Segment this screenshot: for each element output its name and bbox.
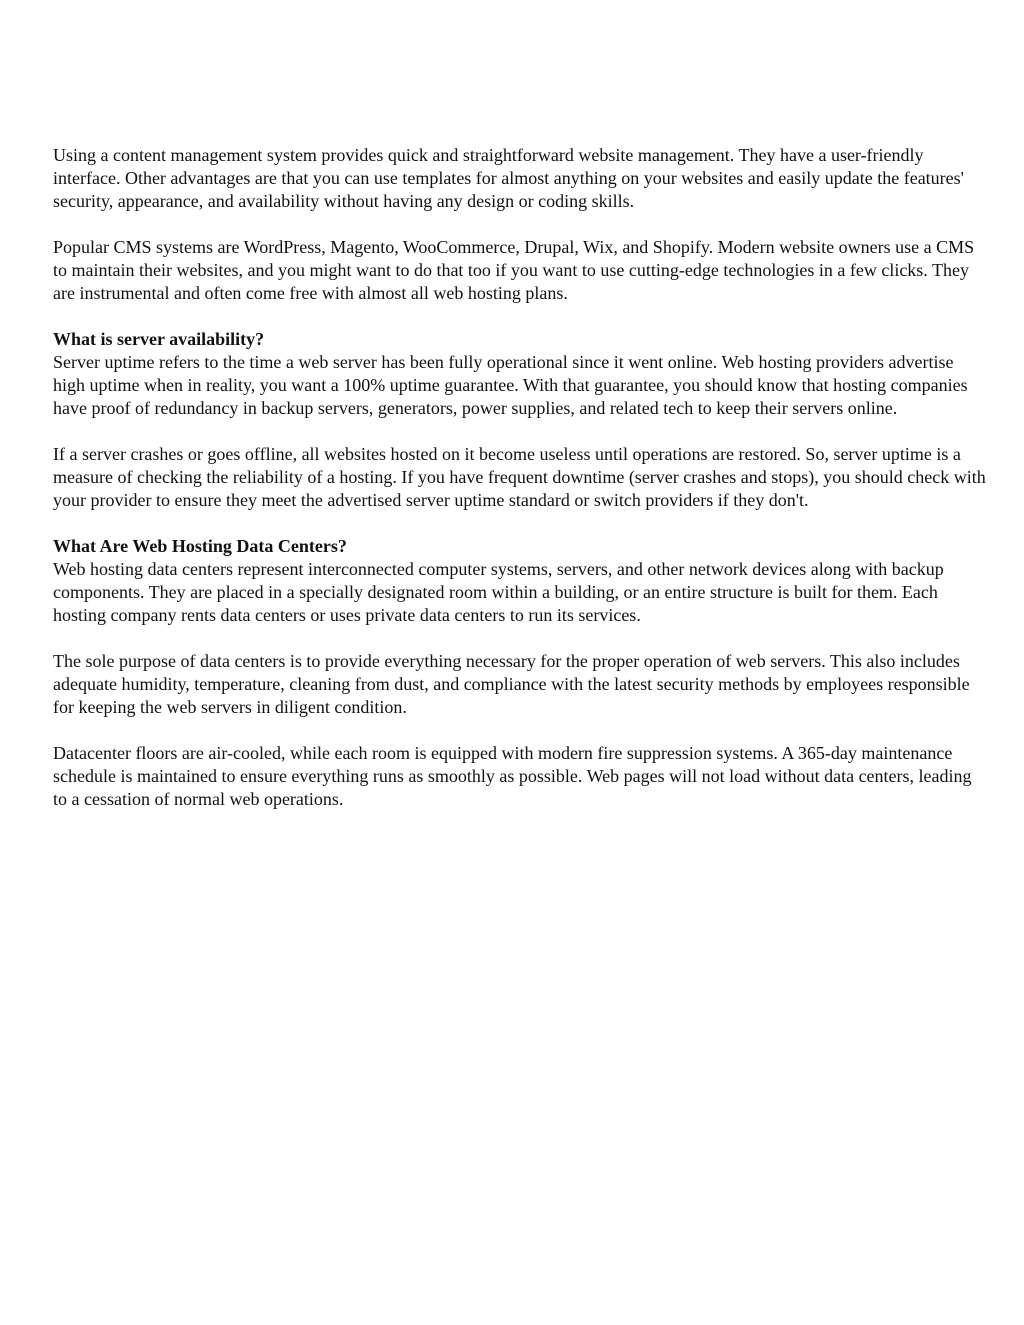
section-heading: What is server availability? [53,329,265,349]
section-paragraph: If a server crashes or goes offline, all websites hosted on it become useless until operations are restored. So, server uptime is a measure of checking the reliability of a hosting. If you have frequent downtime (server crashes and stops), you should check with your provider to ensure they meet the advertised server uptime standard or switch providers if they don't. [53,444,986,510]
document-page [53,144,987,834]
intro-paragraph-popular-cms: Popular CMS systems are WordPress, Magento, WooCommerce, Drupal, Wix, and Shopify. Modern website owners use a CMS to maintain their websites, and you might want to do that too if you want to use cutting-edge technologies in a few clicks. They are instrumental and often come free with almost all web hosting plans. [53,237,975,303]
section-paragraph: Web hosting data centers represent interconnected computer systems, servers, and other network devices along with backup components. They are placed in a specially designated room within a building, or an entire structure is built for them. Each hosting company rents data centers or uses private data centers to run its services. [53,559,944,625]
section-server-availability [53,328,987,512]
section-paragraph: Server uptime refers to the time a web server has been fully operational since it went online. Web hosting providers advertise high uptime when in reality, you want a 100% uptime guarantee. With that guarantee, you should know that hosting companies have proof of redundancy in backup servers, generators, power supplies, and related tech to keep their servers online. [53,352,968,418]
intro-paragraph-cms: Using a content management system provides quick and straightforward website management. They have a user-friendly interface. Other advantages are that you can use templates for almost anything on your websites and easily update the features' security, appearance, and availability without having any design or coding skills. [53,145,964,211]
section-data-centers [53,535,987,811]
section-paragraph: Datacenter floors are air-cooled, while each room is equipped with modern fire suppression systems. A 365-day maintenance schedule is maintained to ensure everything runs as smoothly as possible. Web pages will not load without data centers, leading to a cessation of normal web operations. [53,743,972,809]
section-paragraph: The sole purpose of data centers is to provide everything necessary for the proper operation of web servers. This also includes adequate humidity, temperature, cleaning from dust, and compliance with the latest security methods by employees responsible for keeping the web servers in diligent condition. [53,651,970,717]
section-heading: What Are Web Hosting Data Centers? [53,536,347,556]
